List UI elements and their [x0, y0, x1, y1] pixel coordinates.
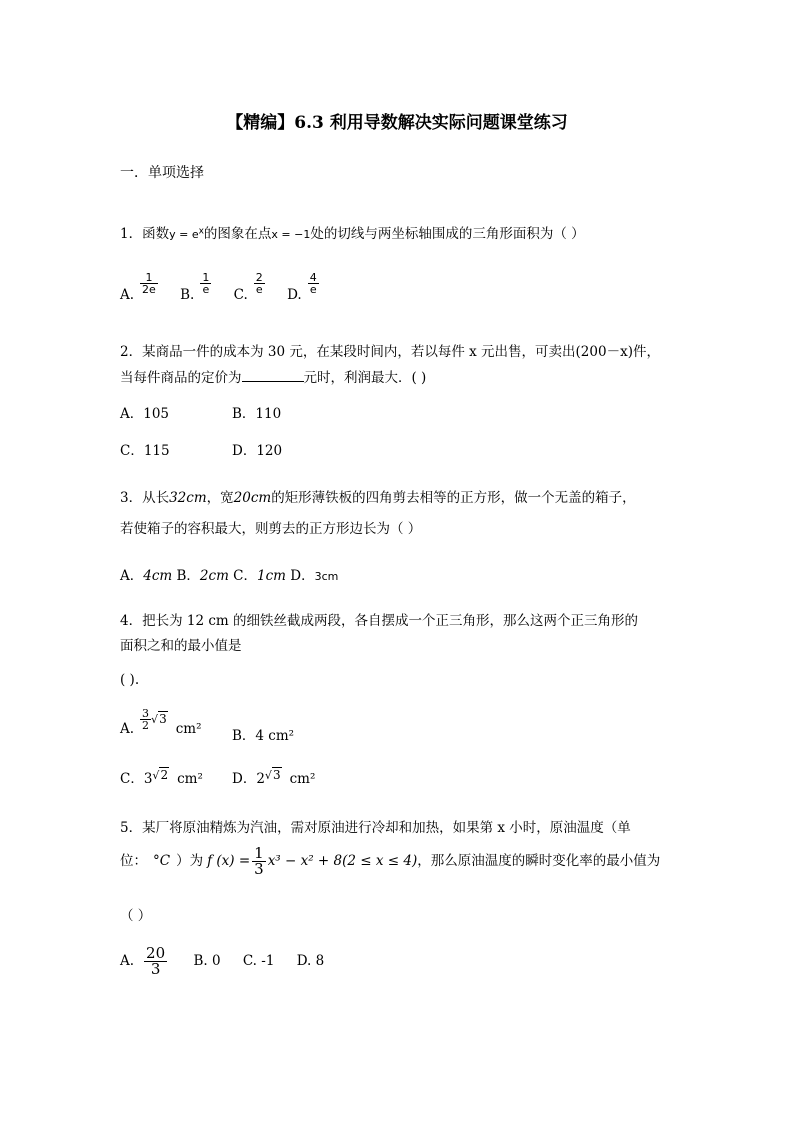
q5-expression: x³ − x² + 8(2 ≤ x ≤ 4)	[267, 853, 418, 869]
question-3-line-1: 3．从长32cm，宽20cm的矩形薄铁板的四角剪去相等的正方形，做一个无盖的箱子，	[120, 490, 636, 506]
question-4-line-2: 面积之和的最小值是	[120, 638, 242, 654]
question-2-line-2: 当每件商品的定价为 元时，利润最大．( )	[120, 370, 427, 386]
page-title: 【精编】6.3 利用导数解决实际问题课堂练习	[226, 113, 568, 133]
q2-option-d[interactable]: D．120	[232, 443, 283, 459]
question-1-stem	[120, 222, 585, 242]
q3-option-d[interactable]: D．3cm	[290, 568, 339, 584]
q1-text-a: 1．函数	[120, 226, 170, 242]
question-5-line-2: 位： °C ）为 f (x) = $\frac{1}{3}$ x³ − x² + 8(2 ≤ x ≤ 4)，那么原油温度的瞬时变化率的最小值为	[120, 844, 661, 878]
q1-func: $y = e^x$	[169, 226, 204, 241]
q4-option-b[interactable]: B．4 cm²	[232, 728, 295, 744]
question-2-line-1: 2．某商品一件的成本为 30 元，在某段时间内，若以每件 x 元出售，可卖出(200－x)件，	[120, 344, 660, 360]
q1-point: x = −1	[271, 228, 311, 241]
q5-option-a[interactable]: A. $\frac{20}{3}$	[120, 944, 166, 978]
q1-option-b[interactable]: B. $\frac{1}{e}$	[180, 271, 210, 303]
q1-option-c[interactable]: C. $\frac{2}{e}$	[233, 271, 263, 303]
question-3-options	[120, 564, 338, 584]
q3-width: 20cm	[233, 490, 272, 506]
q4-option-a[interactable]: A. $\frac{3}{2}$ √3cm²	[120, 707, 202, 737]
q5-option-d[interactable]: D. 8	[296, 953, 325, 969]
q1-text-b: 处的切线与两坐标轴围成的三角形面积为（ ）	[310, 226, 585, 242]
question-4-line-3: ( ).	[120, 672, 140, 688]
q5-option-c[interactable]: C. -1	[242, 953, 275, 969]
q5-unit: °C	[153, 853, 171, 869]
q1-option-d[interactable]: D. $\frac{4}{e}$	[287, 271, 317, 303]
section-heading: 一．单项选择	[120, 165, 204, 181]
q2-option-c[interactable]: C．115	[120, 443, 170, 459]
question-5-options	[120, 946, 324, 977]
question-3-line-2: 若使箱子的容积最大，则剪去的正方形边长为（ ）	[120, 521, 422, 537]
question-1-options	[120, 272, 337, 303]
q2-answer-blank[interactable]	[242, 369, 304, 382]
question-4-line-1: 4．把长为 12 cm 的细铁丝截成两段，各自摆成一个正三角形，那么这两个正三角形的	[120, 613, 639, 629]
q3-length: 32cm	[169, 490, 207, 506]
question-5-line-3: （ ）	[120, 908, 152, 924]
q3-option-b[interactable]: B．2cm	[176, 568, 229, 584]
q2-option-a[interactable]: A．105	[120, 406, 170, 422]
q1-option-a[interactable]: A. $\frac{1}{2e}$	[120, 271, 156, 303]
q4-option-d[interactable]: D．2√3 cm²	[232, 768, 316, 787]
question-5-line-1: 5．某厂将原油精炼为汽油，需对原油进行冷却和加热，如果第 x 小时，原油温度（单	[120, 820, 631, 836]
q5-option-b[interactable]: B. 0	[193, 953, 221, 969]
q2-option-b[interactable]: B．110	[232, 406, 282, 422]
q3-option-a[interactable]: A．4cm	[120, 568, 173, 584]
q4-option-c[interactable]: C．3√2 cm²	[120, 768, 203, 787]
q3-option-c[interactable]: C．1cm	[233, 568, 286, 584]
q1-text-mid: 的图象在点	[203, 226, 272, 242]
